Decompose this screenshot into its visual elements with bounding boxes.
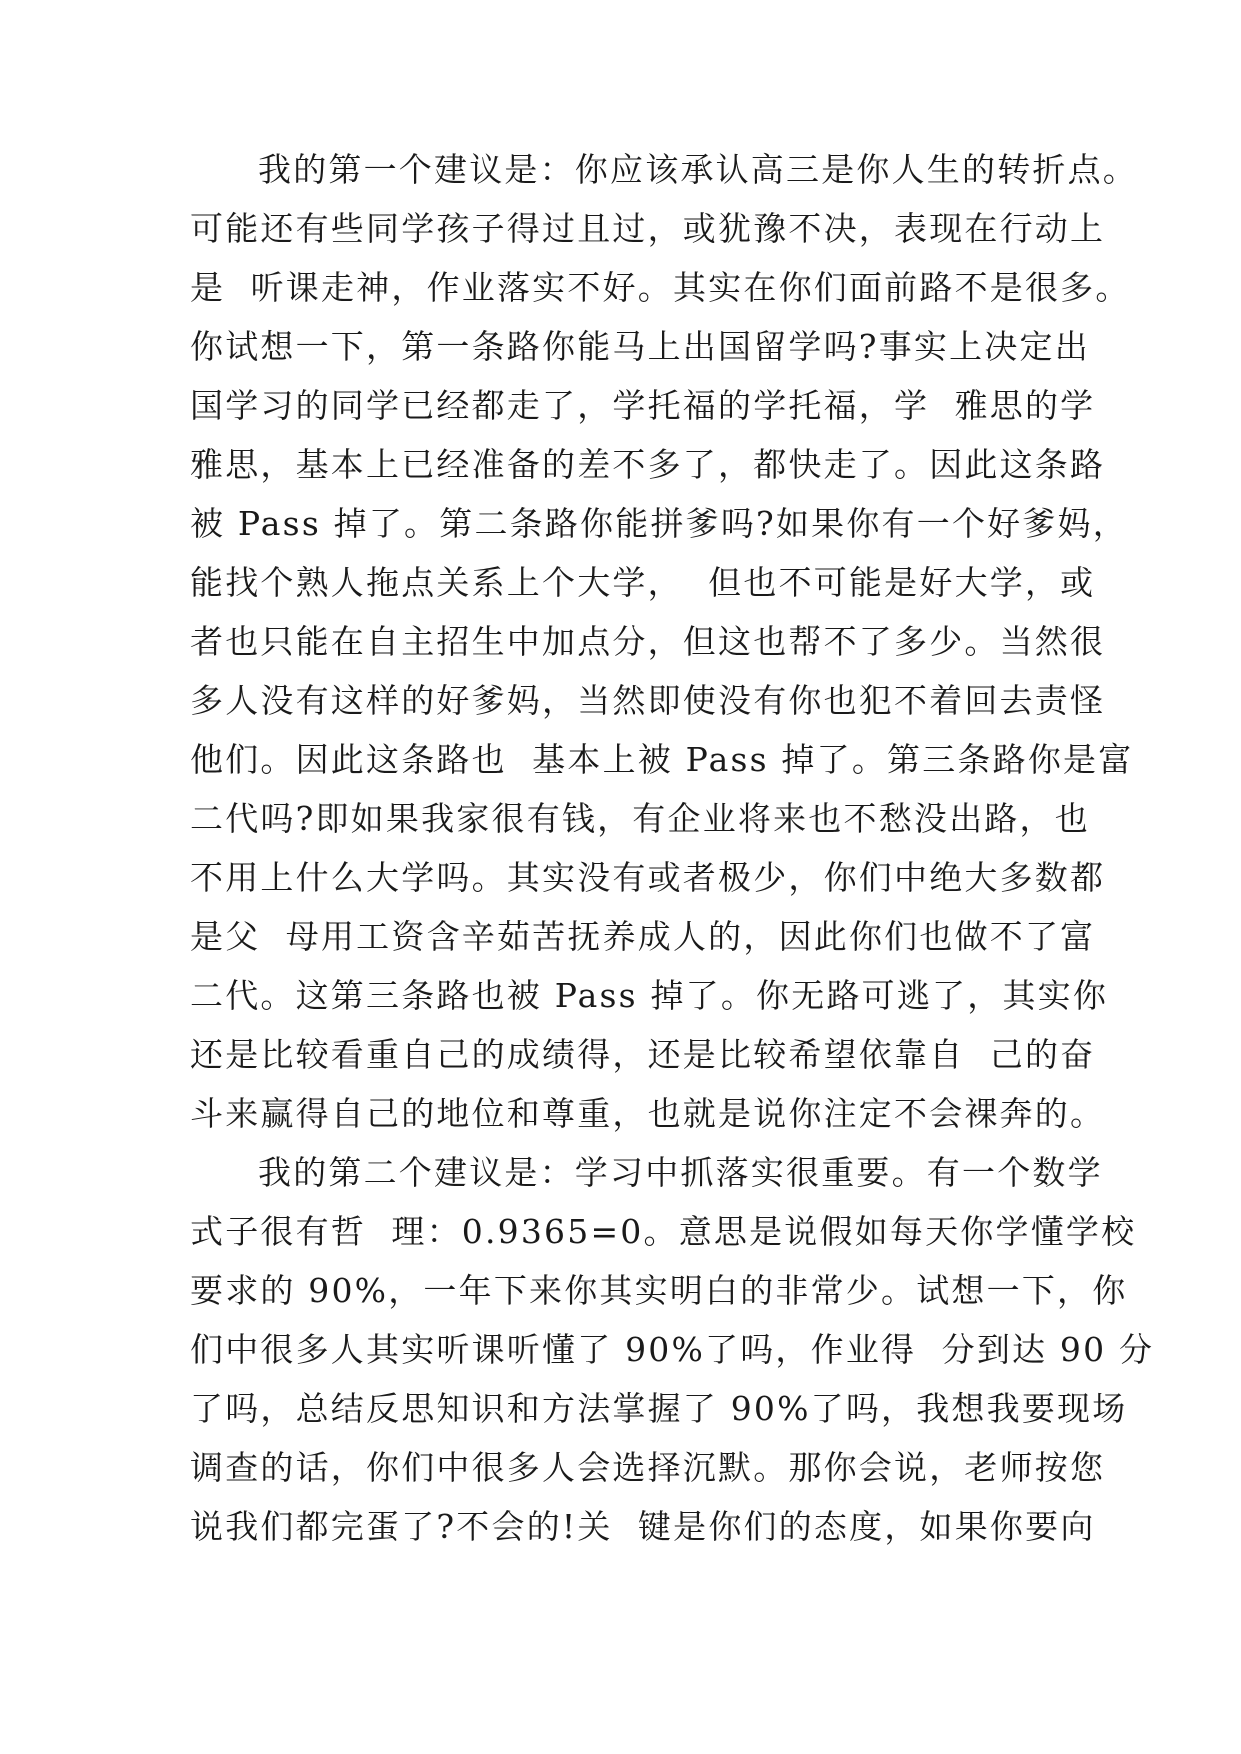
paragraph-2-line-5: 了吗，总结反思知识和方法掌握了 90%了吗，我想我要现场 [190,1389,1128,1428]
paragraph-2-line-2: 式子很有哲 理：0.9365=0。意思是说假如每天你学懂学校 [190,1212,1137,1251]
paragraph-1-line-10: 多人没有这样的好爹妈，当然即使没有你也犯不着回去责怪 [190,681,1106,720]
paragraph-2-line-6: 调查的话，你们中很多人会选择沉默。那你会说，老师按您 [190,1448,1106,1487]
paragraph-2-line-1: 我的第二个建议是：学习中抓落实很重要。有一个数学 [258,1153,1103,1192]
paragraph-1-line-6: 雅思，基本上已经准备的差不多了，都快走了。因此这条路 [190,445,1106,484]
paragraph-1-line-8: 能找个熟人拖点关系上个大学， 但也不可能是好大学，或 [190,563,1096,602]
paragraph-1-line-4: 你试想一下，第一条路你能马上出国留学吗?事实上决定出 [190,327,1090,366]
paragraph-1-line-15: 二代。这第三条路也被 Pass 掉了。你无路可逃了，其实你 [190,976,1109,1015]
paragraph-1-line-13: 不用上什么大学吗。其实没有或者极少，你们中绝大多数都 [190,858,1106,897]
paragraph-1-line-3: 是 听课走神，作业落实不好。其实在你们面前路不是很多。 [190,268,1131,307]
paragraph-1-line-17: 斗来赢得自己的地位和尊重，也就是说你注定不会裸奔的。 [190,1094,1106,1133]
paragraph-2-line-3: 要求的 90%，一年下来你其实明白的非常少。试想一下，你 [190,1271,1128,1310]
paragraph-1-line-9: 者也只能在自主招生中加点分，但这也帮不了多少。当然很 [190,622,1106,661]
paragraph-1-line-16: 还是比较看重自己的成绩得，还是比较希望依靠自 己的奋 [190,1035,1096,1074]
paragraph-1-line-5: 国学习的同学已经都走了，学托福的学托福，学 雅思的学 [190,386,1096,425]
paragraph-2-line-4: 们中很多人其实听课听懂了 90%了吗，作业得 分到达 90 分 [190,1330,1155,1369]
paragraph-1-line-7: 被 Pass 掉了。第二条路你能拼爹吗?如果你有一个好爹妈， [190,504,1128,543]
paragraph-1-line-11: 他们。因此这条路也 基本上被 Pass 掉了。第三条路你是富 [190,740,1134,779]
paragraph-1-line-14: 是父 母用工资含辛茹苦抚养成人的，因此你们也做不了富 [190,917,1096,956]
paragraph-1-line-1: 我的第一个建议是：你应该承认高三是你人生的转折点。 [258,150,1138,189]
paragraph-1-line-12: 二代吗?即如果我家很有钱，有企业将来也不愁没出路，也 [190,799,1090,838]
paragraph-1-line-2: 可能还有些同学孩子得过且过，或犹豫不决，表现在行动上 [190,209,1106,248]
paragraph-2-line-7: 说我们都完蛋了?不会的!关 键是你们的态度，如果你要向 [190,1507,1096,1546]
